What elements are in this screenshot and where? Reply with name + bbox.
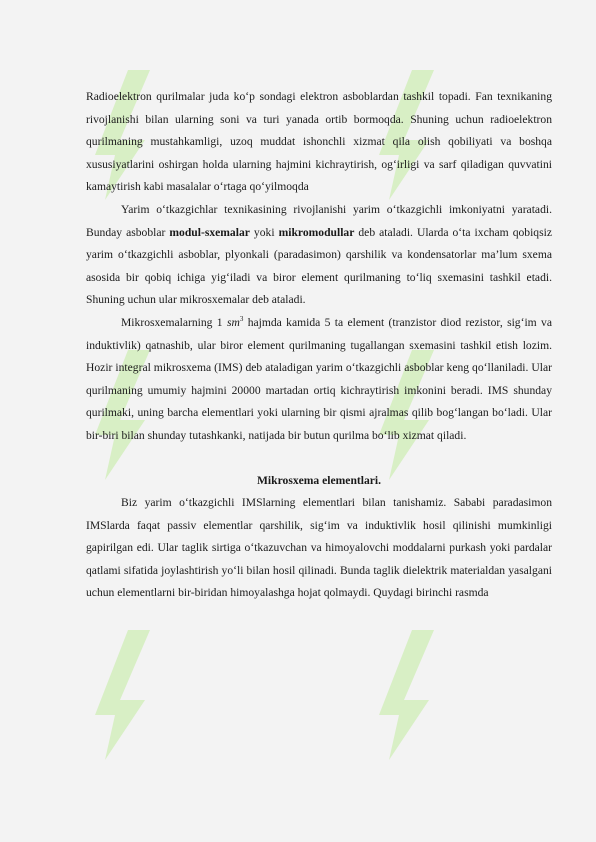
watermark-logo-icon	[372, 620, 442, 770]
watermark-logo-icon	[88, 620, 158, 770]
unit-sm: sm	[226, 315, 240, 329]
section-heading: Mikrosxema elementlari.	[256, 473, 382, 487]
document-body	[86, 86, 552, 605]
text-span: Yarim o‘tkazgichlar texnikasining rivojlanishi yarim o‘tkazgichli imkoniyatni yaratadi. Bunday asboblar	[86, 202, 552, 239]
text-span: hajmda kamida 5 ta element (tranzistor diod rezistor, sig‘im va induktivlik) qatnashib, ular biror element qurilmaning tugallangan sxemasini tashkil etish lozim. Hozir integral mikrosxema (IMS) deb ataladigan yarim o‘tkazgichli asboblar keng qo‘llaniladi. Ular qurilmaning umumiy hajmini 20000 martadan ortiq kichraytirish imkonini beradi. IMS shunday qurilmaki, uning barcha elementlari yoki ularning bir qismi ajralmas qilib bog‘langan bo‘ladi. Ular bir-biri bilan shunday tutashkanki, natijada bir butun qurilma bo‘lib xizmat qiladi.	[86, 315, 552, 442]
term-mikromodullar: mikromodullar	[278, 225, 355, 239]
text-span: deb ataladi. Ularda o‘ta ixcham qobiqsiz yarim o‘tkazgichli asboblar, plyonkali (paradasimon) qarshilik va kondensatorlar ma’lum sxema asosida bir qobiq ichiga yig‘iladi va biror element qurilmaning to‘liq sxemasini tashkil etadi. Shuning uchun ular mikrosxemalar deb ataladi.	[86, 225, 552, 307]
paragraph-microcircuits	[86, 312, 552, 448]
paragraph-elements: Biz yarim o‘tkazgichli IMSlarning elementlari bilan tanishamiz. Sababi paradasimon IMSlarda faqat passiv elementlar qarshilik, sig‘im va induktivlik hosil qilinishi mumkinligi gapirilgan edi. Ular taglik sirtiga o‘tkazuvchan va himoyalovchi moddalarni purkash yoki pardalar qatlami sifatida joylashtirish yo‘li bilan hosil qilinadi. Bunda taglik dielektrik materialdan yasalgani uchun elementlarni bir-biridan himoyalashga hojat qolmaydi. Quydagi birinchi rasmda	[86, 496, 552, 600]
unit-exponent: 3	[239, 315, 244, 324]
paragraph-intro: Radioelektron qurilmalar juda ko‘p sondagi elektron asboblardan tashkil topadi. Fan texnikaning rivojlanishi bilan ularning soni va turi yanada ortib bormoqda. Shuning uchun radioelektron qurilmaning mustahkamligi, uzoq muddat ishonchli xizmat qila olish qobiliyati va boshqa xususiyatlarini oshirgan holda ularning hajmini kichraytirish, og‘irligi va sarf qiladigan quvvatini kamaytirish kabi masalalar o‘rtaga qo‘yilmoqda	[86, 90, 552, 194]
spacer	[86, 448, 552, 470]
paragraph-semiconductors	[86, 199, 552, 312]
text-span: yoki	[249, 225, 279, 239]
term-modul-sxemalar: modul-sxemalar	[169, 225, 250, 239]
text-span: Mikrosxemalarning 1	[121, 315, 227, 329]
